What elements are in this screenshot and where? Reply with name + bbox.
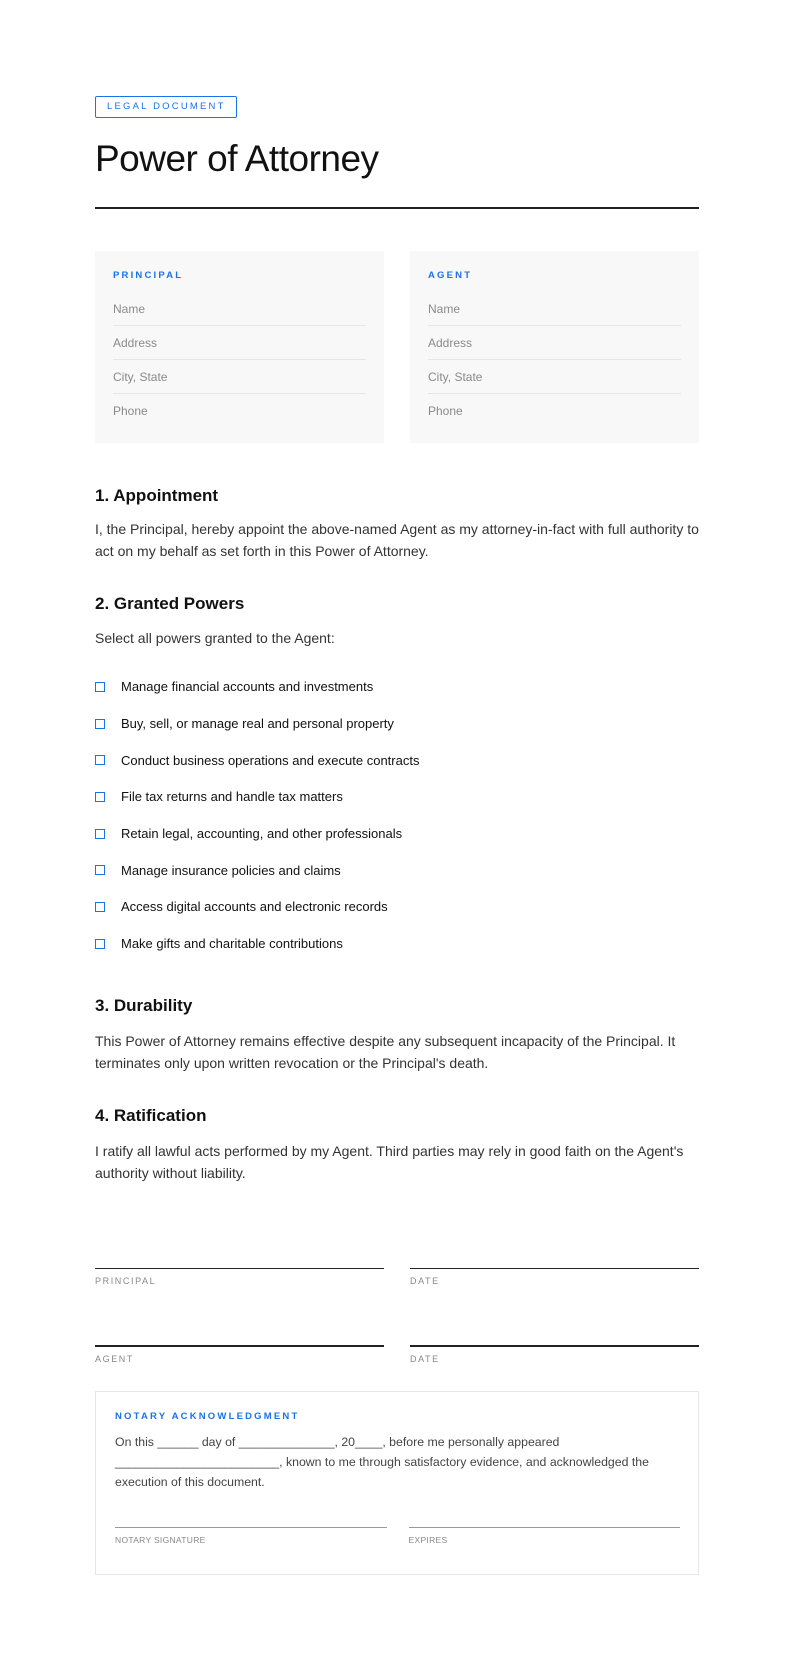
- signature-line: [95, 1268, 384, 1269]
- notary-title: NOTARY ACKNOWLEDGMENT: [115, 1410, 300, 1422]
- signature-line: [115, 1527, 387, 1528]
- notary-expires[interactable]: [409, 1527, 681, 1545]
- document-type-badge: LEGAL DOCUMENT: [95, 96, 237, 118]
- ratification-heading: 4. Ratification: [95, 1106, 207, 1125]
- document-title: Power of Attorney: [95, 138, 379, 179]
- signature-line: [410, 1345, 699, 1346]
- checkbox-icon[interactable]: [95, 939, 105, 949]
- power-item: [95, 705, 699, 742]
- appointment-section: [95, 486, 699, 562]
- durability-text: This Power of Attorney remains effective despite any subsequent incapacity of the Principal. It terminates only upon written revocation or the Principal's death.: [95, 1033, 676, 1071]
- power-label: Make gifts and charitable contributions: [121, 936, 343, 952]
- agent-date-label: DATE: [410, 1353, 440, 1364]
- principal-name-field[interactable]: Name: [113, 292, 366, 326]
- agent-signature-label: AGENT: [95, 1353, 135, 1364]
- power-item: [95, 925, 699, 962]
- checkbox-icon[interactable]: [95, 902, 105, 912]
- power-label: Retain legal, accounting, and other professionals: [121, 826, 403, 842]
- power-item: [95, 669, 699, 706]
- parties-section: [95, 251, 699, 443]
- powers-checklist: [95, 669, 699, 963]
- signature-line: [95, 1345, 384, 1346]
- power-label: Manage financial accounts and investments: [121, 679, 374, 695]
- title-divider: [95, 207, 699, 209]
- signature-line: [409, 1527, 681, 1528]
- granted-powers-heading: 2. Granted Powers: [95, 593, 245, 613]
- notary-acknowledgment-box: [95, 1391, 699, 1575]
- signature-line: [410, 1268, 699, 1269]
- document: [95, 96, 699, 1575]
- checkbox-icon[interactable]: [95, 865, 105, 875]
- power-item: [95, 852, 699, 889]
- power-item: [95, 742, 699, 779]
- checkbox-icon[interactable]: [95, 829, 105, 839]
- agent-phone-field[interactable]: Phone: [428, 403, 463, 418]
- principal-address-field[interactable]: Address: [113, 326, 366, 360]
- principal-date-label: DATE: [410, 1276, 440, 1287]
- power-item: [95, 815, 699, 852]
- power-label: Buy, sell, or manage real and personal property: [121, 716, 394, 732]
- checkbox-icon[interactable]: [95, 755, 105, 765]
- agent-signature[interactable]: [95, 1345, 384, 1363]
- ratification-section: [95, 1106, 699, 1184]
- notary-signature-row: [115, 1527, 680, 1545]
- agent-address-field[interactable]: Address: [428, 326, 681, 360]
- agent-card: [410, 251, 699, 443]
- principal-date[interactable]: [410, 1268, 699, 1286]
- principal-card: [95, 251, 384, 443]
- granted-powers-section: [95, 594, 699, 963]
- principal-phone-field[interactable]: Phone: [113, 403, 148, 418]
- checkbox-icon[interactable]: [95, 682, 105, 692]
- principal-city-state-field[interactable]: City, State: [113, 360, 366, 394]
- agent-date[interactable]: [410, 1345, 699, 1363]
- agent-signature-row: [95, 1345, 699, 1363]
- agent-city-state-field[interactable]: City, State: [428, 360, 681, 394]
- checkbox-icon[interactable]: [95, 719, 105, 729]
- ratification-text: I ratify all lawful acts performed by my Agent. Third parties may rely in good faith on the Agent's authority without liability.: [95, 1143, 684, 1181]
- power-label: Manage insurance policies and claims: [121, 862, 341, 878]
- durability-section: [95, 996, 699, 1074]
- checkbox-icon[interactable]: [95, 792, 105, 802]
- agent-card-title: AGENT: [428, 269, 473, 281]
- power-label: File tax returns and handle tax matters: [121, 789, 343, 805]
- principal-signature-row: [95, 1268, 699, 1286]
- principal-card-title: PRINCIPAL: [113, 269, 184, 281]
- granted-powers-intro: Select all powers granted to the Agent:: [95, 629, 335, 646]
- notary-expires-label: EXPIRES: [408, 1534, 448, 1545]
- notary-signature-label: NOTARY SIGNATURE: [115, 1534, 206, 1545]
- principal-signature[interactable]: [95, 1268, 384, 1286]
- notary-text: On this ______ day of ______________, 20____, before me personally appeared ________________________, known to me through satisfactory evidence, and acknowledged the execution of this document.: [115, 1434, 649, 1489]
- power-item: [95, 779, 699, 816]
- power-item: [95, 889, 699, 926]
- power-label: Access digital accounts and electronic records: [121, 899, 388, 915]
- power-label: Conduct business operations and execute contracts: [121, 752, 420, 768]
- agent-name-field[interactable]: Name: [428, 292, 681, 326]
- notary-signature[interactable]: [115, 1527, 387, 1545]
- appointment-text: I, the Principal, hereby appoint the above-named Agent as my attorney-in-fact with full authority to act on my behalf as set forth in this Power of Attorney.: [95, 520, 699, 559]
- principal-signature-label: PRINCIPAL: [95, 1276, 157, 1287]
- durability-heading: 3. Durability: [95, 996, 193, 1015]
- appointment-heading: 1. Appointment: [95, 485, 219, 505]
